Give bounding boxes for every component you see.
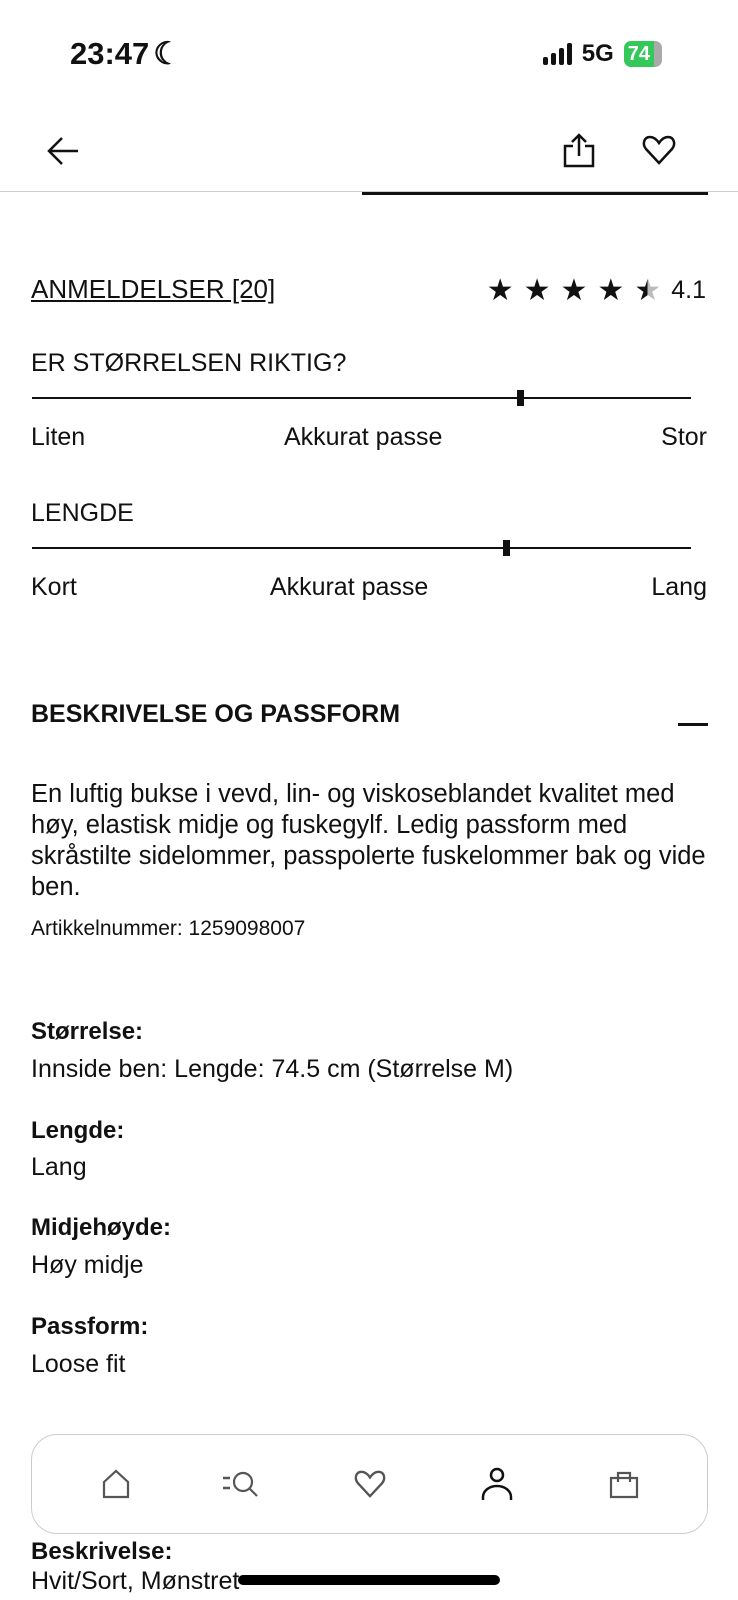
fit-length-labels [31,573,707,602]
scale-right: Lang [651,573,707,601]
status-time [70,36,181,72]
status-indicators [543,40,662,68]
top-bar [0,110,738,192]
scale-mid: Akkurat passe [283,423,443,451]
attr-value: Loose fit [31,1350,126,1378]
fit-size-scale [32,397,691,399]
fit-length-title: LENGDE [31,499,134,527]
rating [486,273,706,307]
search-icon [221,1468,265,1500]
collapse-minus-icon[interactable] [678,723,708,726]
moon-icon: ☾ [153,36,182,71]
bottom-nav [31,1434,708,1534]
attr-label: Beskrivelse: [31,1538,173,1565]
article-number: Artikkelnummer: 1259098007 [31,917,306,940]
star-icon: ★ [523,273,551,307]
star-icon: ★ [486,273,514,307]
nav-account[interactable] [467,1467,527,1501]
nav-home[interactable] [86,1468,146,1500]
star-icon: ★ [560,273,588,307]
rating-value: 4.1 [671,276,706,304]
attr-label: Passform: [31,1313,149,1340]
description-text: En luftig bukse i vevd, lin- og viskoseblandet kvalitet med høy, elastisk midje og fuskegylf. Ledig passform med skråstilte sidelommer, passpolerte fuskelommer bak og vide ben. [31,780,706,901]
shopping-bag-icon [608,1468,640,1500]
home-icon [100,1468,132,1500]
favorite-heart-icon[interactable] [642,134,676,166]
battery-icon [624,41,662,67]
battery-level: 74 [627,42,650,65]
fit-length-marker [503,540,510,556]
fit-size-marker [517,390,524,406]
attr-label: Størrelse: [31,1018,144,1045]
signal-icon [543,43,572,65]
back-arrow-icon[interactable] [46,136,80,166]
attr-label: Midjehøyde: [31,1214,172,1241]
fit-size-title: ER STØRRELSEN RIKTIG? [31,349,347,377]
nav-bag[interactable] [594,1468,654,1500]
attr-value: Innside ben: Lengde: 74.5 cm (Størrelse M) [31,1055,514,1083]
attr-value: Lang [31,1153,87,1181]
reviews-link[interactable]: ANMELDELSER [20] [31,274,276,304]
nav-search[interactable] [213,1468,273,1500]
nav-favorites[interactable] [340,1469,400,1499]
attr-value: Høy midje [31,1251,144,1279]
half-star-icon: ★ [634,273,662,307]
time-text: 23:47 [70,36,150,71]
scale-right: Stor [661,423,707,451]
description-section-title[interactable]: BESKRIVELSE OG PASSFORM [31,700,401,728]
attr-label: Lengde: [31,1117,125,1144]
heart-icon [354,1469,386,1499]
fit-size-labels [31,423,707,452]
home-indicator [238,1575,500,1585]
share-icon[interactable] [562,132,596,168]
scale-left: Liten [31,423,86,451]
fit-length-scale [32,547,691,549]
scale-mid: Akkurat passe [269,573,429,601]
user-icon [480,1467,514,1501]
star-icon: ★ [597,273,625,307]
attr-value: Hvit/Sort, Mønstret [31,1567,240,1595]
active-tab-indicator [362,192,708,195]
scale-left: Kort [31,573,77,601]
network-text: 5G [581,40,614,67]
